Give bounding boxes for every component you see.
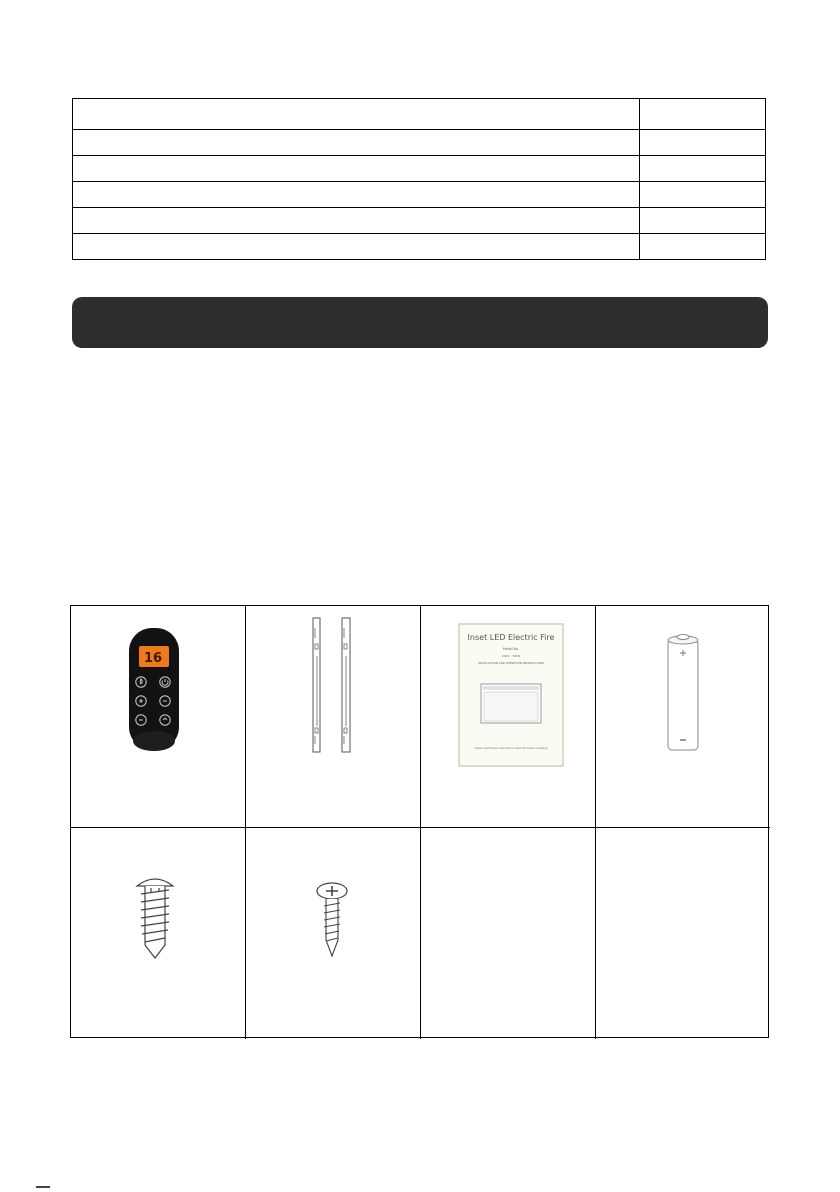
spec-label-cell [73, 208, 640, 234]
manual-footnote: Please read these instructions carefully before installing [474, 747, 548, 750]
spec-row [73, 156, 766, 182]
spec-value-cell [640, 130, 766, 156]
remote-control-icon [71, 606, 246, 828]
spec-value-cell [640, 99, 766, 130]
part-cell-empty [421, 828, 596, 1039]
spec-row [73, 99, 766, 130]
spec-label-cell [73, 234, 640, 260]
battery-icon [596, 606, 770, 828]
spec-row [73, 182, 766, 208]
spec-value-cell [640, 208, 766, 234]
spec-value-cell [640, 182, 766, 208]
part-cell-screw-large [71, 828, 246, 1039]
specification-table [72, 98, 766, 260]
instruction-manual-icon [421, 606, 596, 828]
screw-large-icon [71, 828, 246, 1039]
part-cell-empty [596, 828, 770, 1039]
part-cell-screw-small [246, 828, 421, 1039]
manual-model: Model No. [503, 647, 519, 651]
manual-title: Inset LED Electric Fire [467, 633, 555, 642]
screw-small-icon [246, 828, 421, 1039]
spec-row [73, 130, 766, 156]
part-cell-brackets [246, 606, 421, 828]
spec-row [73, 208, 766, 234]
spec-label-cell [73, 156, 640, 182]
part-cell-remote [71, 606, 246, 828]
page-edge-mark [36, 1186, 50, 1188]
manual-heading: INSTALLATION AND OPERATION INSTRUCTIONS [478, 661, 544, 665]
spec-row [73, 234, 766, 260]
spec-value-cell [640, 156, 766, 182]
part-cell-manual [421, 606, 596, 828]
spec-value-cell [640, 234, 766, 260]
parts-grid [70, 605, 769, 1038]
spec-label-cell [73, 99, 640, 130]
mounting-brackets-icon [246, 606, 421, 828]
spec-label-cell [73, 130, 640, 156]
part-cell-battery [596, 606, 770, 828]
remote-display-text: 16 [144, 651, 163, 666]
spec-label-cell [73, 182, 640, 208]
manual-subtitle: 240V · 50Hz [501, 654, 521, 658]
section-header-bar [72, 297, 768, 348]
